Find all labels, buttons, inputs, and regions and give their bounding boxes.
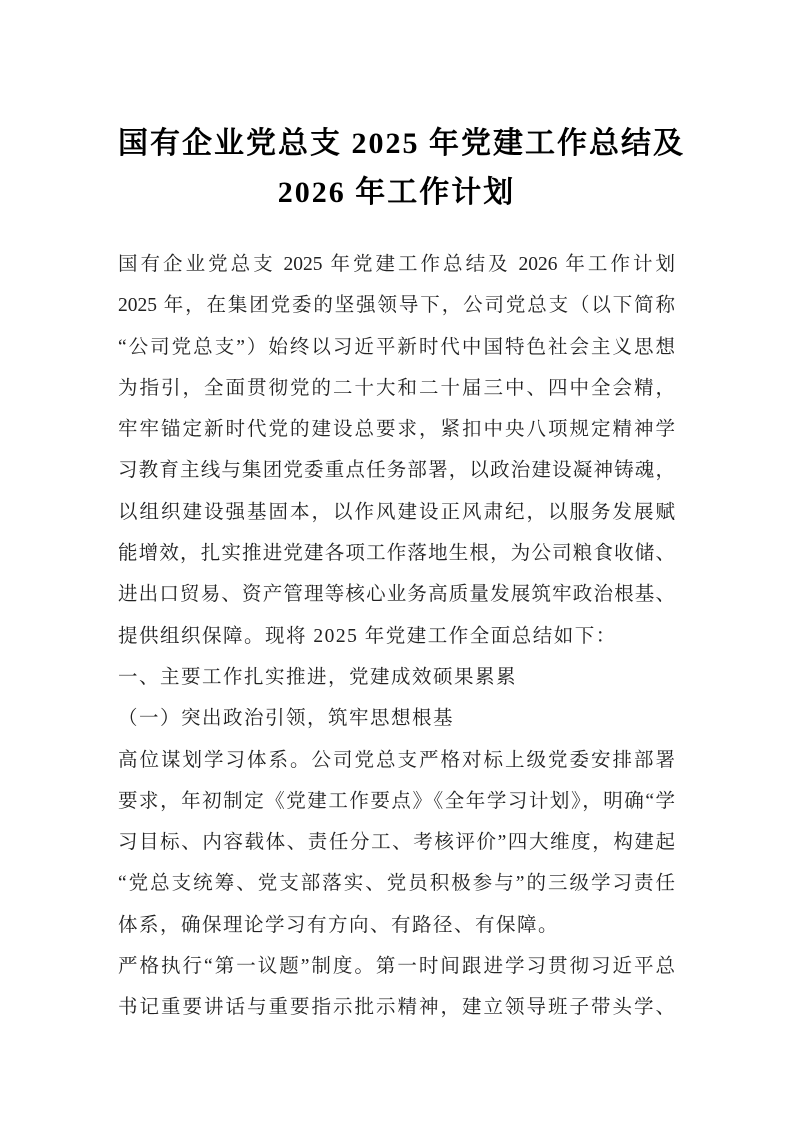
body-line: 要求，年初制定《党建工作要点》《全年学习计划》，明确“学 [118,790,675,812]
body-line: “党总支统筹、党支部落实、党员积极参与”的三级学习责任 [118,873,675,895]
body-line: 习目标、内容载体、责任分工、考核评价”四大维度，构建起 [118,832,675,854]
body-line: 进出口贸易、资产管理等核心业务高质量发展筑牢政治根基、 [118,584,675,606]
body-line: 以组织建设强基固本，以作风建设正风肃纪，以服务发展赋 [118,501,675,523]
body-line: 2025 年，在集团党委的坚强领导下，公司党总支（以下简称 [118,295,675,317]
body-line: 能增效，扎实推进党建各项工作落地生根，为公司粮食收储、 [118,543,675,565]
body-line: 提供组织保障。现将 2025 年党建工作全面总结如下： [118,625,617,647]
title-line-2: 2026 年工作计划 [277,176,516,209]
body-line: 体系，确保理论学习有方向、有路径、有保障。 [118,914,560,936]
document-body [118,244,675,1029]
section-heading: 一、主要工作扎实推进，党建成效硕果累累 [118,666,518,688]
body-line: 书记重要讲话与重要指示批示精神，建立领导班子带头学、 [118,997,675,1019]
body-line: 为指引，全面贯彻党的二十大和二十届三中、四中全会精， [118,377,675,399]
body-line: 严格执行“第一议题”制度。第一时间跟进学习贯彻习近平总 [118,956,675,978]
body-line: 习教育主线与集团党委重点任务部署，以政治建设凝神铸魂， [118,460,675,482]
body-line: 国有企业党总支 2025 年党建工作总结及 2026 年工作计划 [118,254,675,275]
title-line-1: 国有企业党总支 2025 年党建工作总结及 [118,127,685,160]
body-line: 牢牢锚定新时代党的建设总要求，紧扣中央八项规定精神学 [118,419,675,441]
body-line: “公司党总支”）始终以习近平新时代中国特色社会主义思想 [118,336,675,358]
body-line: 高位谋划学习体系。公司党总支严格对标上级党委安排部署 [118,749,675,771]
document-title [118,119,685,217]
subsection-heading: （一）突出政治引领，筑牢思想根基 [118,708,455,730]
